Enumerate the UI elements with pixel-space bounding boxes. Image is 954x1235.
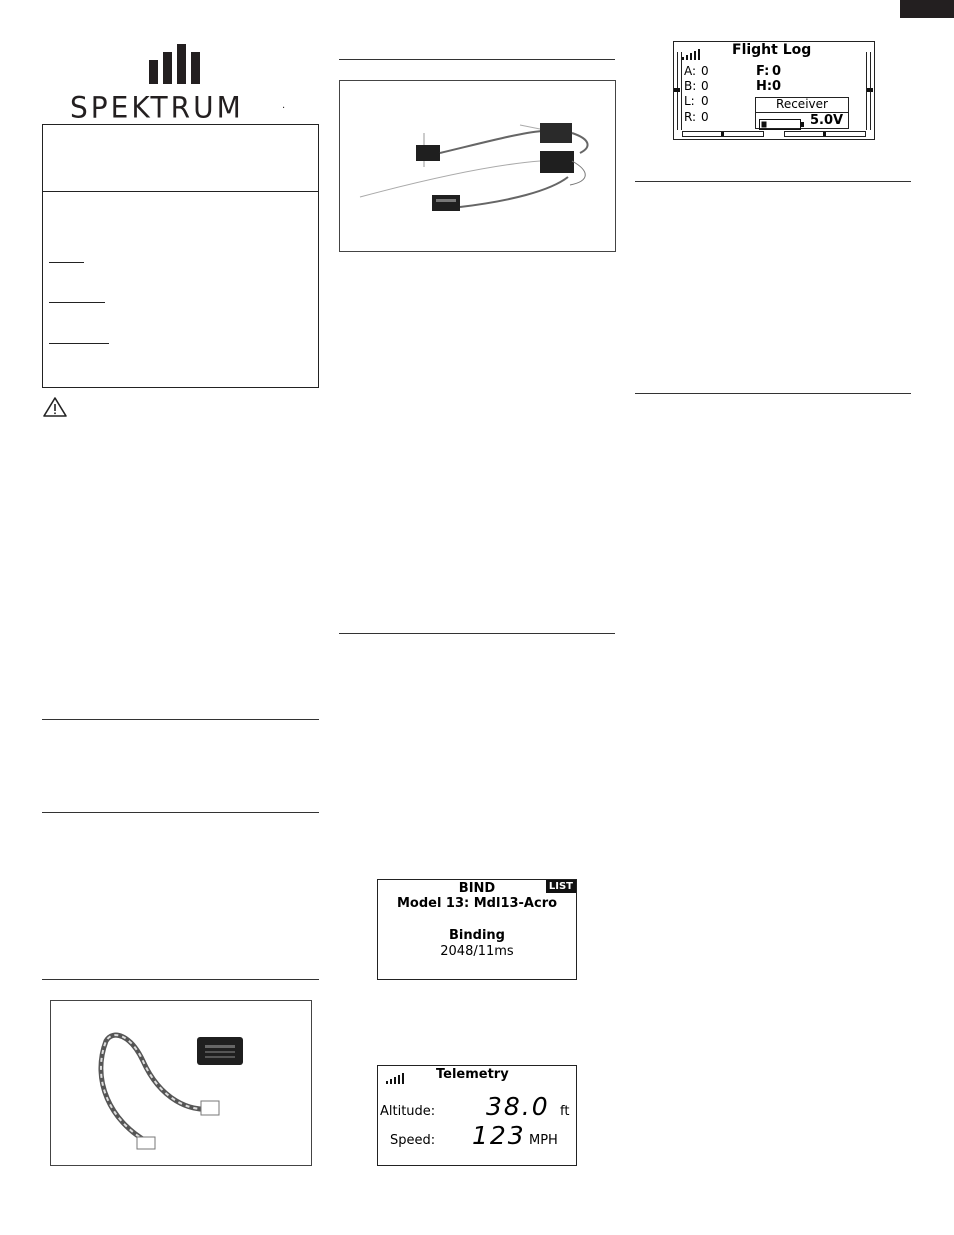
h-label: H: (756, 79, 773, 94)
section-rule (635, 181, 911, 182)
h-value: 0 (772, 79, 782, 94)
b-label: B: (684, 79, 697, 93)
receiver-box (755, 97, 849, 129)
altitude-unit: ft (560, 1104, 570, 1119)
speed-value: 123 (472, 1121, 526, 1150)
receiver-voltage: 5.0V (810, 113, 844, 128)
spektrum-logo (70, 42, 290, 125)
notice-underline-2 (49, 302, 105, 303)
bind-screen (377, 879, 577, 980)
section-rule (42, 979, 319, 980)
list-badge: LIST (546, 880, 576, 893)
telemetry-title: Telemetry (436, 1067, 509, 1082)
b-value: 0 (701, 79, 709, 93)
receiver-label: Receiver (776, 97, 828, 111)
bar-marker (721, 132, 724, 136)
flight-log-screen (673, 41, 875, 140)
left-rail-marker (674, 88, 680, 92)
notice-underline-3 (49, 343, 109, 344)
notice-box (42, 124, 319, 388)
right-rail-marker (867, 88, 873, 92)
bind-status: Binding (449, 928, 505, 943)
notice-divider (43, 191, 318, 192)
r-label: R: (684, 110, 697, 124)
warning-triangle-icon (42, 396, 68, 418)
telemetry-screen (377, 1065, 577, 1166)
speed-unit: MPH (529, 1133, 558, 1148)
bar-marker (823, 132, 826, 136)
bottom-bar-left (682, 131, 764, 137)
altitude-label: Altitude: (380, 1104, 436, 1119)
bind-model-line: Model 13: Mdl13-Acro (396, 896, 558, 911)
receivers-photo (339, 80, 616, 252)
r-value: 0 (701, 110, 709, 124)
section-rule (42, 719, 319, 720)
section-rule (635, 393, 911, 394)
l-label: L: (684, 94, 695, 108)
section-rule (42, 812, 319, 813)
bind-rate: 2048/11ms (440, 944, 514, 959)
section-rule (339, 59, 615, 60)
section-rule (339, 633, 615, 634)
a-value: 0 (701, 64, 709, 78)
logo-wordmark: SPEKTRUM (70, 90, 244, 125)
signal-bars-icon (386, 1069, 406, 1088)
notice-underline-1 (49, 262, 84, 263)
signal-bars-icon (682, 45, 702, 64)
altitude-value: 38.0 (486, 1092, 550, 1121)
bind-screen-title: BIND (458, 881, 496, 896)
f-label: F: (756, 64, 770, 79)
language-tab (900, 0, 954, 18)
bottom-bar-right (784, 131, 866, 137)
f-value: 0 (772, 64, 782, 79)
a-label: A: (684, 64, 697, 78)
logo-trademark: . (282, 100, 286, 111)
sensor-cable-photo (50, 1000, 312, 1166)
speed-label: Speed: (390, 1133, 436, 1148)
flight-log-title: Flight Log (732, 42, 812, 58)
l-value: 0 (701, 94, 709, 108)
